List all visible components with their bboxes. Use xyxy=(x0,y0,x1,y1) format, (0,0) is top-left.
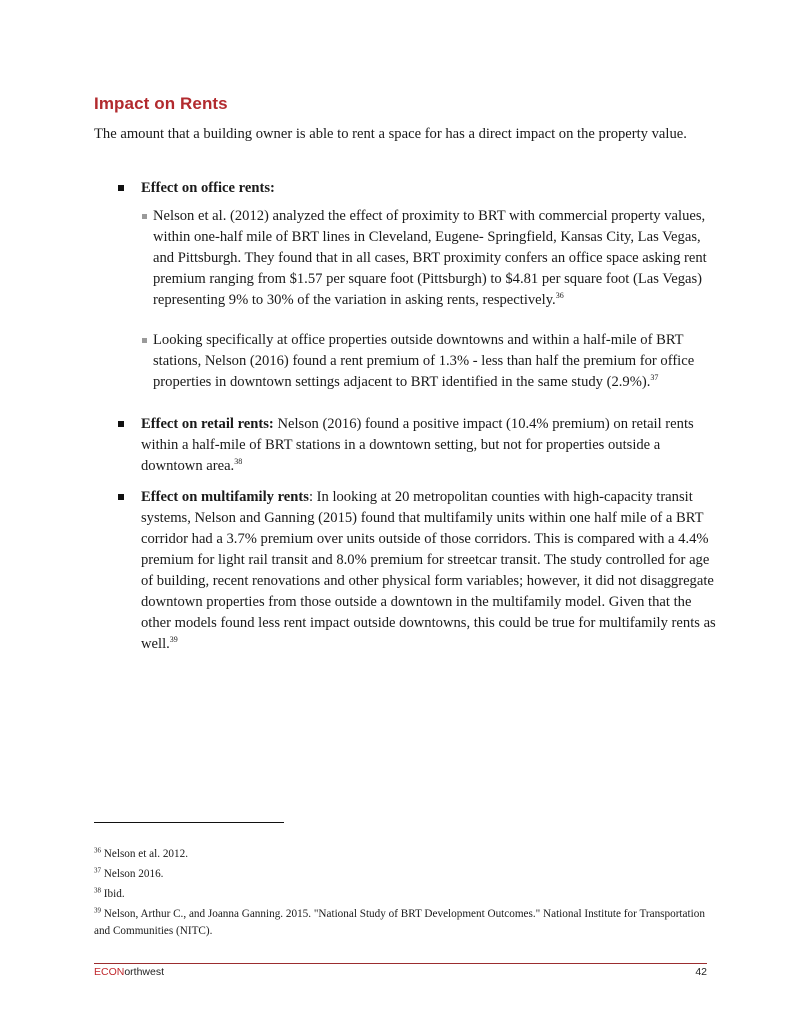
intro-paragraph: The amount that a building owner is able to rent a space for has a direct impact on the property value. xyxy=(94,126,687,142)
footnote-text: Ibid. xyxy=(101,888,125,900)
sub-bullet-text: Nelson et al. (2012) analyzed the effect of proximity to BRT with commercial property values, within one-half mile of BRT lines in Cleveland, Eugene- Springfield, Kansas City, Las Vegas, and Pittsburgh. They found that in all cases, BRT proximity confers an office space asking rent premium ranging from $1.57 per square foot (Pittsburgh) to $4.81 per square foot (Las Vegas) representing 9% to 30% of the variation in asking rents, respectively. xyxy=(153,208,707,308)
bullet-office-rents xyxy=(118,178,718,199)
brand-suffix: orthwest xyxy=(124,966,165,978)
footnote-separator xyxy=(94,822,284,823)
square-bullet-icon xyxy=(118,185,124,191)
bullet-retail-rents xyxy=(118,414,718,477)
page-number: 42 xyxy=(695,966,707,978)
footnote-37 xyxy=(94,866,714,883)
small-square-bullet-icon xyxy=(142,214,147,219)
sub-bullet-nelson-2012 xyxy=(142,206,712,311)
footnote-ref[interactable]: 36 xyxy=(555,291,564,301)
footnote-number: 37 xyxy=(94,866,101,875)
footnote-number: 36 xyxy=(94,846,101,855)
footnote-text: Nelson 2016. xyxy=(101,868,164,880)
footer-rule xyxy=(94,963,707,964)
bullet-label: Effect on office rents: xyxy=(141,180,275,196)
section-heading: Impact on Rents xyxy=(94,94,228,113)
footnote-ref[interactable]: 37 xyxy=(650,373,659,383)
brand-prefix: ECON xyxy=(94,966,125,978)
bullet-label: Effect on retail rents: xyxy=(141,416,274,432)
bullet-text: : In looking at 20 metropolitan counties with high-capacity transit systems, Nelson and Ganning (2015) found that multifamily units within one half mile of a BRT corridor had a 3.7% premium over units outside of those corridors. This is compared with a 4.4% premium for light rail transit and 8.0% premium for streetcar transit. The study controlled for age of building, recent renovations and other physical form variables; however, it did not disaggregate downtown properties from those outside a downtown in the multifamily model. Given that the other models found less rent impact outside downtowns, this could be true for multifamily rents as well. xyxy=(141,489,716,652)
sub-bullet-nelson-2016 xyxy=(142,330,712,393)
square-bullet-icon xyxy=(118,494,124,500)
footer-brand-logo xyxy=(94,966,164,978)
footnote-ref[interactable]: 39 xyxy=(169,635,178,645)
bullet-label: Effect on multifamily rents xyxy=(141,489,309,505)
square-bullet-icon xyxy=(118,421,124,427)
bullet-multifamily-rents xyxy=(118,487,718,655)
footnote-ref[interactable]: 38 xyxy=(234,457,243,467)
footnote-number: 38 xyxy=(94,886,101,895)
bullet-text: Nelson (2016) found a positive impact (10.4% premium) on retail rents within a half-mile of BRT stations in a downtown setting, but not for properties outside a downtown area. xyxy=(141,416,694,474)
footnote-36 xyxy=(94,846,714,863)
footnote-text: Nelson, Arthur C., and Joanna Ganning. 2015. "National Study of BRT Development Outcomes." National Institute for Transportation and Communities (NITC). xyxy=(94,908,705,937)
footnote-number: 39 xyxy=(94,906,101,915)
footnote-text: Nelson et al. 2012. xyxy=(101,848,188,860)
small-square-bullet-icon xyxy=(142,338,147,343)
sub-bullet-text: Looking specifically at office properties outside downtowns and within a half-mile of BRT stations, Nelson (2016) found a rent premium of 1.3% - less than half the premium for office properties in downtown settings adjacent to BRT identified in the same study (2.9%). xyxy=(153,332,695,390)
footnote-38 xyxy=(94,886,714,903)
footnote-39 xyxy=(94,906,714,940)
